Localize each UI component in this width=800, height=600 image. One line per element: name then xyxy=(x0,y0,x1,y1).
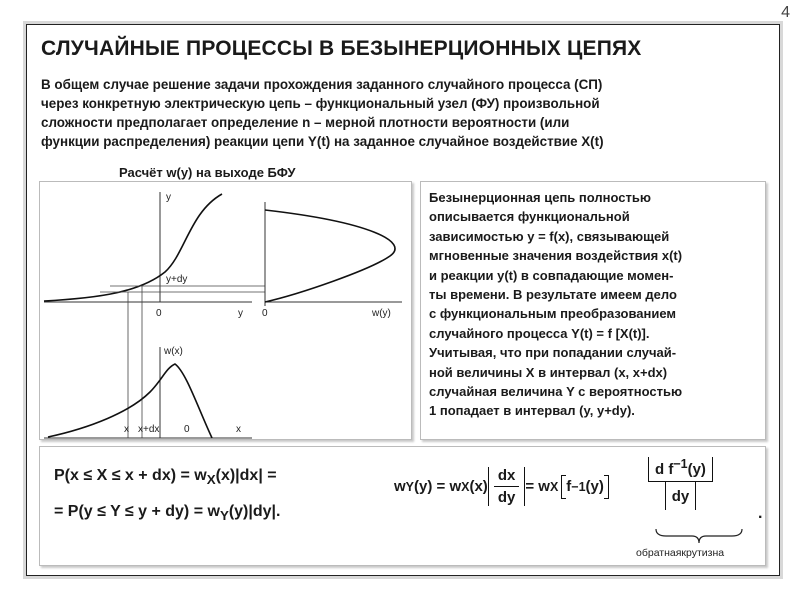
explanation-line: Безынерционная цепь полностью xyxy=(429,190,651,205)
wy-curve xyxy=(265,210,395,302)
formula-text: (x) xyxy=(469,478,488,495)
page-number: 4 xyxy=(781,4,790,21)
formula-text: (y) = w xyxy=(414,478,462,495)
formula-probability-y xyxy=(54,503,280,523)
label-y-right: y xyxy=(238,308,243,319)
explanation-line: мгновенные значения воздействия x(t) xyxy=(429,248,683,264)
explanation-line: случайного процесса Y(t) = f [X(t)]. xyxy=(429,325,650,341)
slide-title: СЛУЧАЙНЫЕ ПРОЦЕССЫ В БЕЗЫНЕРЦИОННЫХ ЦЕПЯХ xyxy=(41,37,642,60)
label-origin-top: 0 xyxy=(156,308,162,319)
formula-text: P(x ≤ X ≤ x + dx) = w xyxy=(54,467,207,484)
formula-text: (y) xyxy=(687,461,706,478)
derivative-numerator xyxy=(648,457,713,482)
formula-panel xyxy=(39,446,766,566)
fraction-dx-dy xyxy=(494,467,520,506)
formula-wy xyxy=(394,467,612,506)
formula-subscript: Y xyxy=(405,479,415,494)
explanation-line: ты времени. В результате имеем дело xyxy=(429,287,677,303)
graph-panel xyxy=(39,181,412,440)
abs-fraction xyxy=(488,467,526,506)
transform-diagram xyxy=(40,182,411,439)
intro-line: функции распределения) реакции цепи Y(t) на заданное случайное воздействие X(t) xyxy=(41,134,604,149)
formula-superscript: −1 xyxy=(571,479,586,494)
formula-text: f xyxy=(566,478,572,495)
formula-text: (x)|dx| = xyxy=(215,467,277,484)
explanation-line: и реакции y(t) в совпадающие момен- xyxy=(429,267,674,283)
explanation-line: зависимостью y = f(x), связывающей xyxy=(429,228,670,244)
formula-text: w xyxy=(394,478,406,495)
formula-text: = w xyxy=(525,478,550,495)
formula-text: d f xyxy=(655,461,674,478)
intro-line: В общем случае решение задачи прохождения заданного случайного процесса (СП) xyxy=(41,77,603,92)
formula-text: (y)|dy|. xyxy=(228,503,281,520)
label-x-axis: x xyxy=(236,424,241,435)
label-wx-axis: w(x) xyxy=(164,346,183,357)
label-ydy: y+dy xyxy=(166,274,188,285)
explanation-line: ной величины X в интервал (x, x+dx) xyxy=(429,364,668,380)
transfer-curve xyxy=(44,194,222,301)
explanation-panel xyxy=(420,181,766,440)
fraction-denominator: dy xyxy=(497,489,516,506)
formula-subscript: Y xyxy=(219,508,229,524)
intro-line: через конкретную электрическую цепь – функциональный узел (ФУ) произвольной xyxy=(41,96,600,111)
formula-superscript: −1 xyxy=(673,457,688,471)
intro-line: сложности предполагает определение n – мерной плотности вероятности (или xyxy=(41,115,570,130)
graph-caption: Расчёт w(y) на выходе БФУ xyxy=(119,165,296,180)
explanation-line: случайная величина Y с вероятностью xyxy=(429,384,683,400)
explanation-line: 1 попадает в интервал (y, y+dy). xyxy=(429,403,635,419)
explanation-line: описывается функциональной xyxy=(429,209,630,225)
label-wy-axis: w(y) xyxy=(372,308,391,319)
intro-paragraph xyxy=(41,75,767,151)
formula-text: (y) xyxy=(585,478,604,495)
formula-subscript: X xyxy=(549,479,559,494)
formula-probability-x xyxy=(54,467,277,487)
label-y-axis: y xyxy=(166,192,171,203)
label-xdx: x+dx xyxy=(138,424,160,435)
right-bracket xyxy=(604,475,609,499)
explanation-text xyxy=(429,188,759,421)
inverse-slope-label: обратнаякрутизна xyxy=(636,547,725,559)
derivative-denominator: dy xyxy=(665,482,697,510)
formula-text: = P(y ≤ Y ≤ y + dy) = w xyxy=(54,503,220,520)
explanation-line: с функциональным преобразованием xyxy=(429,306,677,322)
formula-subscript: X xyxy=(461,479,470,494)
slide-frame xyxy=(26,24,780,576)
formula-period: . xyxy=(758,505,763,522)
label-wy-origin: 0 xyxy=(262,308,268,319)
label-x: x xyxy=(124,424,129,435)
explanation-line: Учитывая, что при попадании случай- xyxy=(429,345,677,361)
fraction-numerator: dx xyxy=(494,467,520,487)
label-origin-bottom: 0 xyxy=(184,424,190,435)
formula-subscript: X xyxy=(206,472,216,488)
underbrace-icon xyxy=(654,527,744,545)
derivative-fraction xyxy=(648,457,713,510)
